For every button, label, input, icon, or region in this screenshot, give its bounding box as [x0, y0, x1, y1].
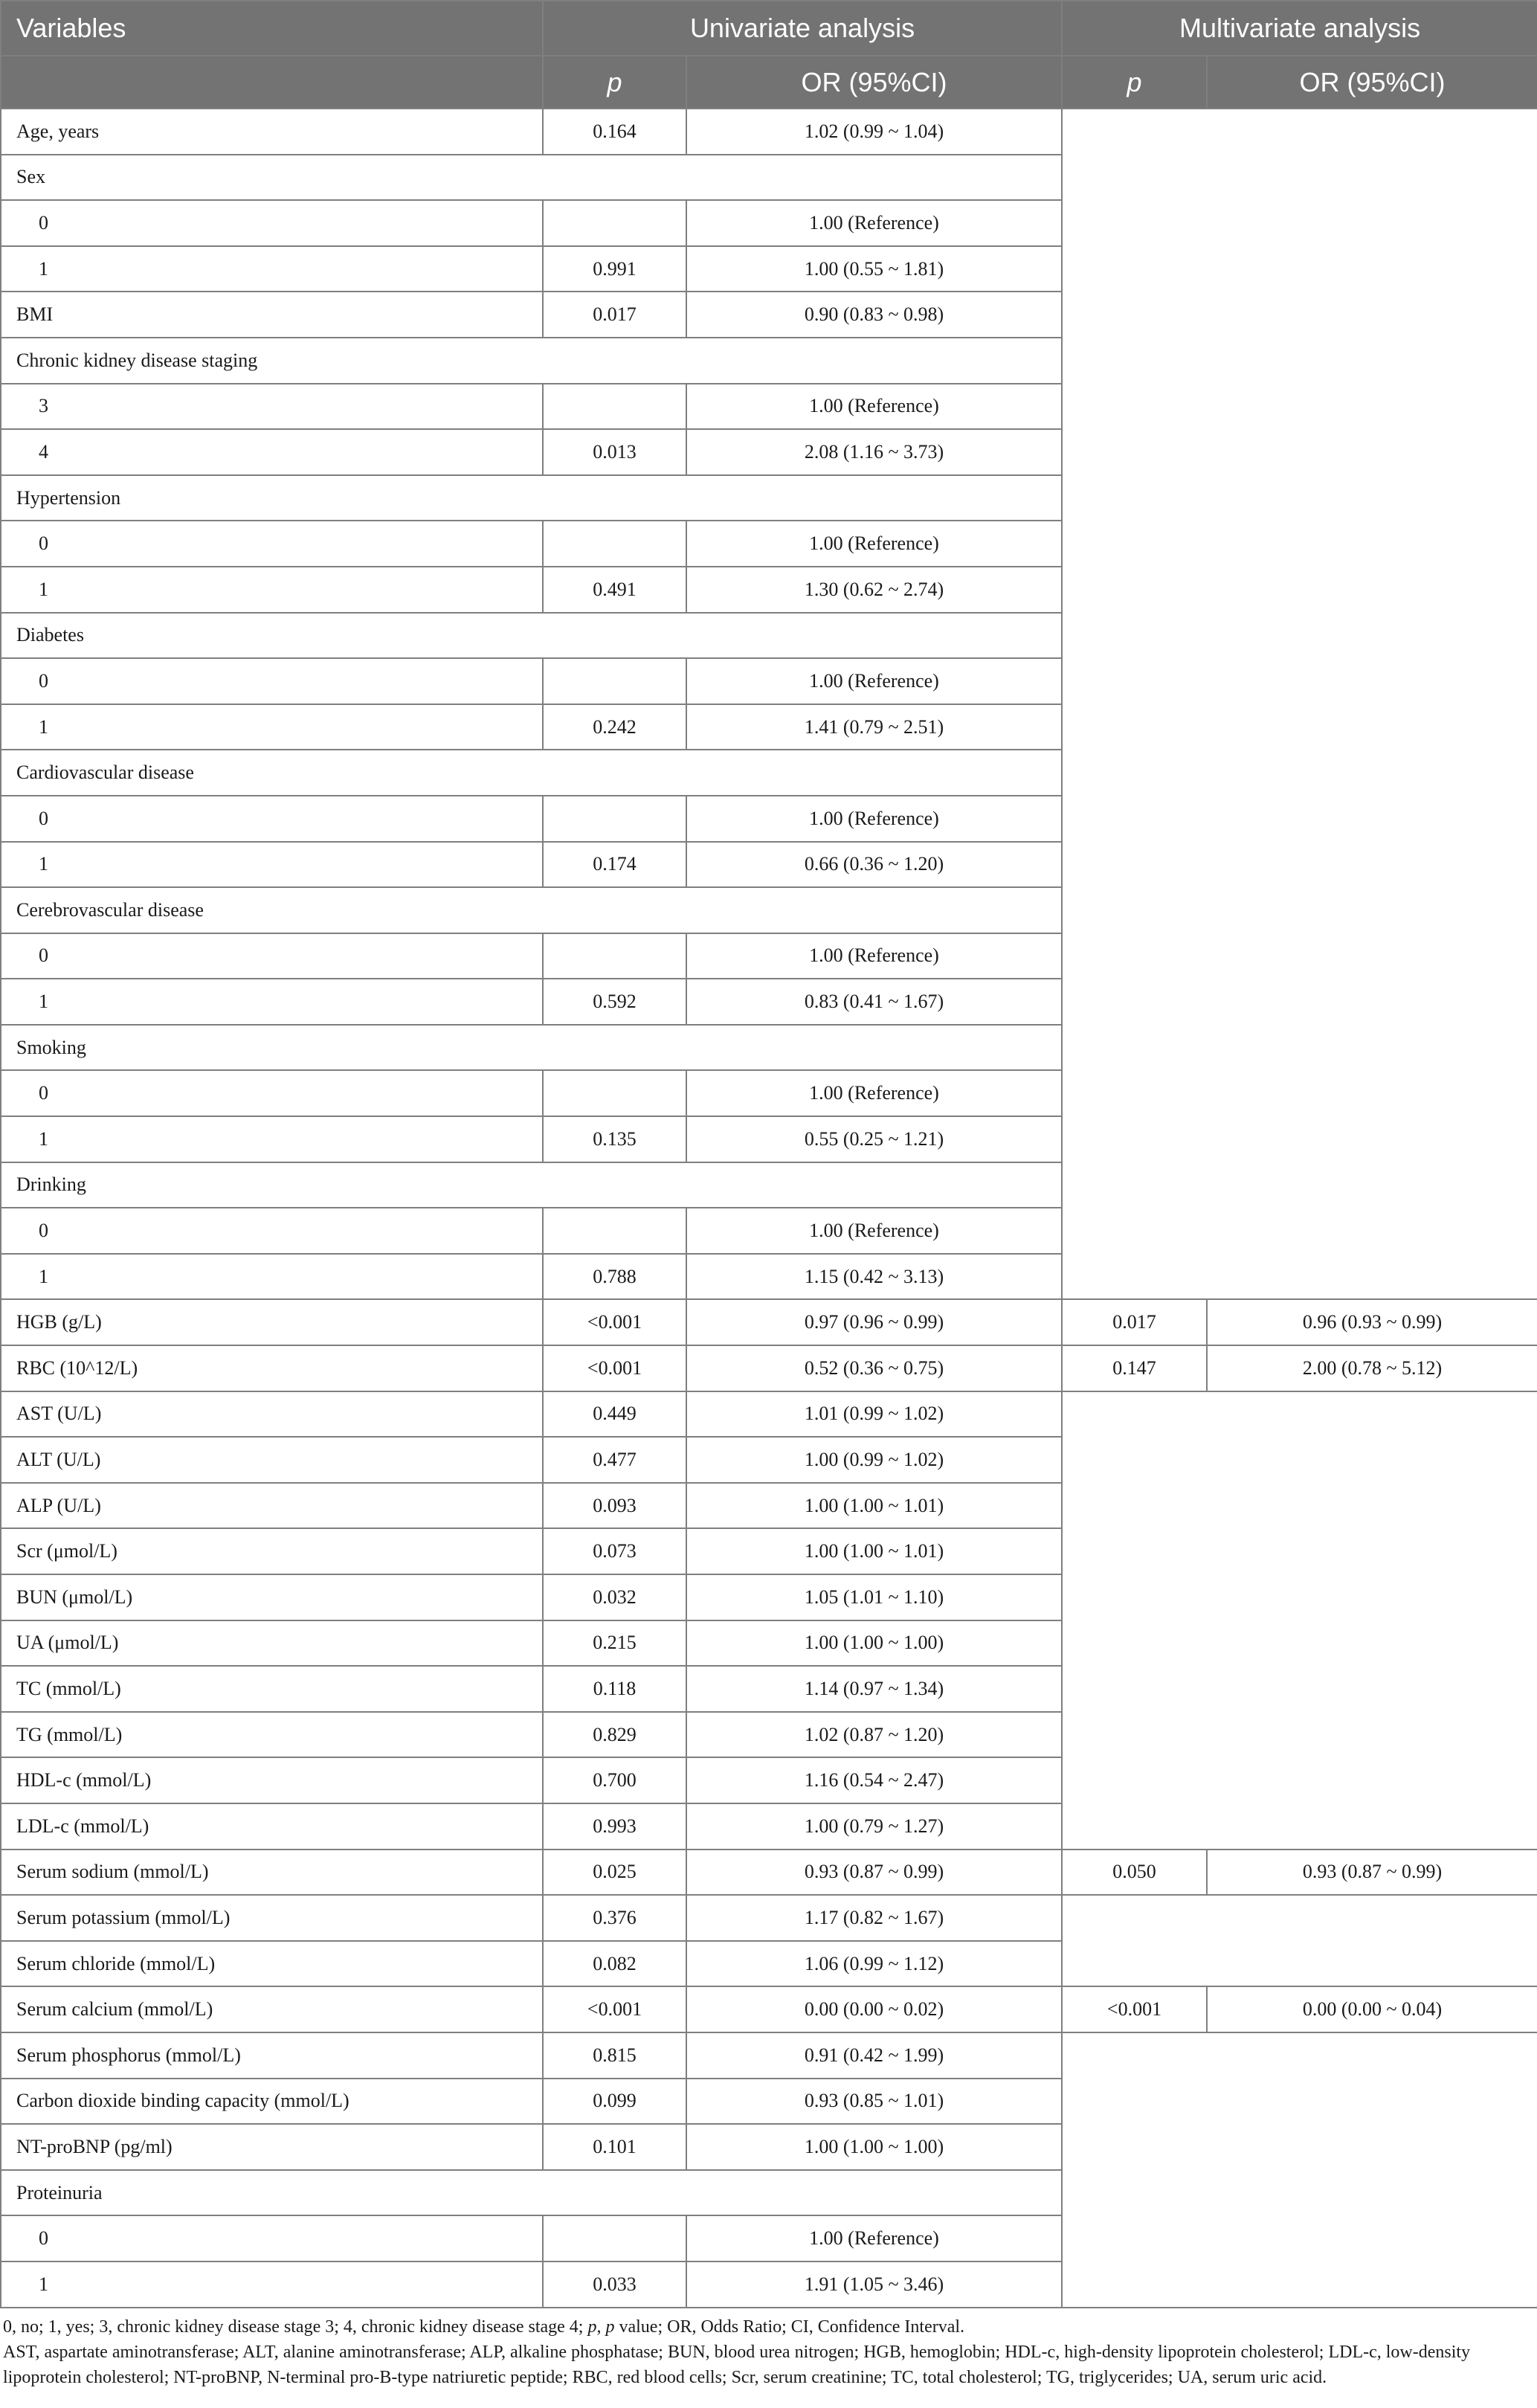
empty-multivariate-cell	[1062, 1528, 1537, 1574]
univariate-or-cell: 1.02 (0.87 ~ 1.20)	[686, 1712, 1062, 1758]
empty-multivariate-cell	[1062, 2124, 1537, 2170]
univariate-p-cell: 0.135	[543, 1116, 686, 1162]
multivariate-or-cell: 0.00 (0.00 ~ 0.04)	[1207, 1986, 1537, 2032]
univariate-p-cell	[543, 2215, 686, 2261]
univariate-or-cell: 0.91 (0.42 ~ 1.99)	[686, 2032, 1062, 2079]
empty-multivariate-cell	[1062, 2170, 1537, 2216]
table-row	[1, 384, 1537, 430]
variable-label: Serum potassium (mmol/L)	[1, 1895, 543, 1941]
univariate-or-cell: 2.08 (1.16 ~ 3.73)	[686, 429, 1062, 475]
table-row	[1, 2032, 1537, 2079]
variable-label: 3	[1, 384, 543, 430]
univariate-or-cell: 1.16 (0.54 ~ 2.47)	[686, 1757, 1062, 1803]
variable-label: NT-proBNP (pg/ml)	[1, 2124, 543, 2170]
table-group-row	[1, 750, 1537, 796]
univariate-or-cell: 1.00 (1.00 ~ 1.00)	[686, 1620, 1062, 1667]
table-row	[1, 704, 1537, 750]
variable-label: 0	[1, 796, 543, 842]
footnote-italic-p: p	[605, 2317, 615, 2337]
table-group-row	[1, 1162, 1537, 1208]
table-row	[1, 1483, 1537, 1529]
univariate-p-cell: 0.033	[543, 2261, 686, 2308]
table-row	[1, 658, 1537, 704]
empty-multivariate-cell	[1062, 1757, 1537, 1803]
empty-multivariate-cell	[1062, 246, 1537, 292]
variable-label: ALT (U/L)	[1, 1437, 543, 1483]
header-univariate: Univariate analysis	[543, 1, 1062, 56]
group-label: Drinking	[1, 1162, 1062, 1208]
univariate-p-cell: <0.001	[543, 1986, 686, 2032]
univariate-p-cell: 0.082	[543, 1941, 686, 1987]
table-row	[1, 1299, 1537, 1345]
group-label: Chronic kidney disease staging	[1, 338, 1062, 384]
empty-multivariate-cell	[1062, 1070, 1537, 1116]
univariate-p-cell: 0.017	[543, 292, 686, 338]
empty-multivariate-cell	[1062, 979, 1537, 1025]
variable-label: 1	[1, 2261, 543, 2308]
univariate-p-cell: 0.477	[543, 1437, 686, 1483]
univariate-or-cell: 0.93 (0.85 ~ 1.01)	[686, 2079, 1062, 2125]
empty-multivariate-cell	[1062, 796, 1537, 842]
empty-multivariate-cell	[1062, 1666, 1537, 1712]
table-row	[1, 1391, 1537, 1438]
univariate-or-cell: 1.91 (1.05 ~ 3.46)	[686, 2261, 1062, 2308]
variable-label: TC (mmol/L)	[1, 1666, 543, 1712]
univariate-p-cell: 0.118	[543, 1666, 686, 1712]
empty-multivariate-cell	[1062, 1712, 1537, 1758]
univariate-p-cell: 0.073	[543, 1528, 686, 1574]
empty-multivariate-cell	[1062, 109, 1537, 155]
variable-label: TG (mmol/L)	[1, 1712, 543, 1758]
univariate-p-cell	[543, 200, 686, 246]
univariate-or-cell: 1.00 (Reference)	[686, 1208, 1062, 1254]
table-row	[1, 200, 1537, 246]
univariate-p-cell: 0.700	[543, 1757, 686, 1803]
table-row	[1, 1208, 1537, 1254]
header-blank	[1, 56, 543, 109]
variable-label: RBC (10^12/L)	[1, 1345, 543, 1391]
footnote-text: 0, no; 1, yes; 3, chronic kidney disease stage 3; 4, chronic kidney disease stage 4;	[3, 2317, 588, 2337]
univariate-or-cell: 0.55 (0.25 ~ 1.21)	[686, 1116, 1062, 1162]
empty-multivariate-cell	[1062, 155, 1537, 201]
table-row	[1, 109, 1537, 155]
table-group-row	[1, 475, 1537, 521]
empty-multivariate-cell	[1062, 1941, 1537, 1987]
empty-multivariate-cell	[1062, 2215, 1537, 2261]
univariate-or-cell: 0.93 (0.87 ~ 0.99)	[686, 1850, 1062, 1896]
empty-multivariate-cell	[1062, 1483, 1537, 1529]
univariate-p-cell: 0.815	[543, 2032, 686, 2079]
variable-label: 1	[1, 1254, 543, 1300]
empty-multivariate-cell	[1062, 613, 1537, 659]
univariate-p-cell: 0.242	[543, 704, 686, 750]
empty-multivariate-cell	[1062, 2032, 1537, 2079]
table-row	[1, 2124, 1537, 2170]
univariate-p-cell: 0.829	[543, 1712, 686, 1758]
table-row	[1, 1254, 1537, 1300]
table-row	[1, 1803, 1537, 1850]
univariate-p-cell: 0.491	[543, 567, 686, 613]
univariate-p-cell	[543, 384, 686, 430]
table-row	[1, 933, 1537, 979]
variable-label: 1	[1, 567, 543, 613]
variable-label: 1	[1, 979, 543, 1025]
univariate-p-cell	[543, 658, 686, 704]
table-row	[1, 1850, 1537, 1896]
variable-label: 0	[1, 200, 543, 246]
table-row	[1, 292, 1537, 338]
table-row	[1, 1712, 1537, 1758]
variable-label: UA (μmol/L)	[1, 1620, 543, 1667]
variable-label: Serum calcium (mmol/L)	[1, 1986, 543, 2032]
univariate-or-cell: 1.00 (Reference)	[686, 200, 1062, 246]
table-body	[1, 109, 1537, 2308]
univariate-p-cell: 0.025	[543, 1850, 686, 1896]
univariate-p-cell: 0.032	[543, 1574, 686, 1620]
variable-label: Age, years	[1, 109, 543, 155]
univariate-p-cell: 0.093	[543, 1483, 686, 1529]
empty-multivariate-cell	[1062, 842, 1537, 888]
group-label: Cardiovascular disease	[1, 750, 1062, 796]
variable-label: BUN (μmol/L)	[1, 1574, 543, 1620]
table-footnote	[0, 2314, 1532, 2390]
group-label: Diabetes	[1, 613, 1062, 659]
univariate-or-cell: 1.00 (Reference)	[686, 521, 1062, 567]
multivariate-p-cell: 0.050	[1062, 1850, 1207, 1896]
univariate-or-cell: 1.00 (1.00 ~ 1.01)	[686, 1528, 1062, 1574]
univariate-p-cell: <0.001	[543, 1345, 686, 1391]
header-univariate-or: OR (95%CI)	[686, 56, 1062, 109]
variable-label: Carbon dioxide binding capacity (mmol/L)	[1, 2079, 543, 2125]
univariate-p-cell: 0.174	[543, 842, 686, 888]
univariate-p-cell: 0.215	[543, 1620, 686, 1667]
empty-multivariate-cell	[1062, 292, 1537, 338]
variable-label: 1	[1, 842, 543, 888]
variable-label: 0	[1, 658, 543, 704]
table-row	[1, 2261, 1537, 2308]
empty-multivariate-cell	[1062, 1803, 1537, 1850]
table-group-row	[1, 1025, 1537, 1071]
header-variables: Variables	[1, 1, 543, 56]
variable-label: HDL-c (mmol/L)	[1, 1757, 543, 1803]
univariate-or-cell: 0.66 (0.36 ~ 1.20)	[686, 842, 1062, 888]
multivariate-or-cell: 2.00 (0.78 ~ 5.12)	[1207, 1345, 1537, 1391]
empty-multivariate-cell	[1062, 2079, 1537, 2125]
footnote-line-2: AST, aspartate aminotransferase; ALT, alanine aminotransferase; ALP, alkaline phosphatase; BUN, blood urea nitrogen; HGB, hemoglobin; HDL-c, high-density lipoprotein cholesterol; LDL-c, low-density lipoprotein cholesterol; NT-proBNP, N-terminal pro-B-type natriuretic peptide; RBC, red blood cells; Scr, serum creatinine; TC, total cholesterol; TG, triglycerides; UA, serum uric acid.	[3, 2343, 1471, 2387]
table-row	[1, 2215, 1537, 2261]
empty-multivariate-cell	[1062, 1116, 1537, 1162]
table-row	[1, 979, 1537, 1025]
table-row	[1, 1895, 1537, 1941]
table-group-row	[1, 155, 1537, 201]
table-row	[1, 1757, 1537, 1803]
table-row	[1, 1986, 1537, 2032]
univariate-or-cell: 1.00 (Reference)	[686, 2215, 1062, 2261]
table-group-row	[1, 338, 1537, 384]
univariate-or-cell: 0.83 (0.41 ~ 1.67)	[686, 979, 1062, 1025]
empty-multivariate-cell	[1062, 521, 1537, 567]
empty-multivariate-cell	[1062, 933, 1537, 979]
table-row	[1, 246, 1537, 292]
group-label: Hypertension	[1, 475, 1062, 521]
variable-label: Scr (μmol/L)	[1, 1528, 543, 1574]
univariate-or-cell: 0.00 (0.00 ~ 0.02)	[686, 1986, 1062, 2032]
table-row	[1, 842, 1537, 888]
footnote-text: ,	[596, 2317, 606, 2337]
empty-multivariate-cell	[1062, 1162, 1537, 1208]
table-row	[1, 1666, 1537, 1712]
table-row	[1, 1437, 1537, 1483]
header-univariate-p: p	[543, 56, 686, 109]
empty-multivariate-cell	[1062, 384, 1537, 430]
variable-label: ALP (U/L)	[1, 1483, 543, 1529]
table-row	[1, 1941, 1537, 1987]
univariate-p-cell: 0.101	[543, 2124, 686, 2170]
univariate-or-cell: 0.97 (0.96 ~ 0.99)	[686, 1299, 1062, 1345]
table-row	[1, 1574, 1537, 1620]
univariate-p-cell: 0.991	[543, 246, 686, 292]
univariate-p-cell: 0.099	[543, 2079, 686, 2125]
univariate-or-cell: 0.90 (0.83 ~ 0.98)	[686, 292, 1062, 338]
univariate-p-cell: 0.013	[543, 429, 686, 475]
univariate-p-cell	[543, 933, 686, 979]
variable-label: Serum phosphorus (mmol/L)	[1, 2032, 543, 2079]
table-row	[1, 567, 1537, 613]
group-label: Proteinuria	[1, 2170, 1062, 2216]
table-row	[1, 796, 1537, 842]
univariate-or-cell: 1.00 (0.55 ~ 1.81)	[686, 246, 1062, 292]
variable-label: 0	[1, 2215, 543, 2261]
variable-label: 0	[1, 1208, 543, 1254]
univariate-or-cell: 1.14 (0.97 ~ 1.34)	[686, 1666, 1062, 1712]
variable-label: AST (U/L)	[1, 1391, 543, 1438]
univariate-or-cell: 1.00 (Reference)	[686, 933, 1062, 979]
empty-multivariate-cell	[1062, 658, 1537, 704]
empty-multivariate-cell	[1062, 567, 1537, 613]
table-row	[1, 2079, 1537, 2125]
table-row	[1, 1528, 1537, 1574]
univariate-or-cell: 1.02 (0.99 ~ 1.04)	[686, 109, 1062, 155]
multivariate-or-cell: 0.93 (0.87 ~ 0.99)	[1207, 1850, 1537, 1896]
univariate-or-cell: 1.30 (0.62 ~ 2.74)	[686, 567, 1062, 613]
empty-multivariate-cell	[1062, 1437, 1537, 1483]
table-group-row	[1, 887, 1537, 933]
header-multivariate-or: OR (95%CI)	[1207, 56, 1537, 109]
empty-multivariate-cell	[1062, 750, 1537, 796]
empty-multivariate-cell	[1062, 1620, 1537, 1667]
variable-label: 1	[1, 704, 543, 750]
univariate-or-cell: 1.01 (0.99 ~ 1.02)	[686, 1391, 1062, 1438]
empty-multivariate-cell	[1062, 475, 1537, 521]
table-row	[1, 1070, 1537, 1116]
variable-label: HGB (g/L)	[1, 1299, 543, 1345]
variable-label: 0	[1, 933, 543, 979]
empty-multivariate-cell	[1062, 200, 1537, 246]
univariate-p-cell: <0.001	[543, 1299, 686, 1345]
multivariate-or-cell: 0.96 (0.93 ~ 0.99)	[1207, 1299, 1537, 1345]
multivariate-p-cell: 0.147	[1062, 1345, 1207, 1391]
univariate-or-cell: 0.52 (0.36 ~ 0.75)	[686, 1345, 1062, 1391]
empty-multivariate-cell	[1062, 704, 1537, 750]
table-row	[1, 1116, 1537, 1162]
univariate-p-cell: 0.788	[543, 1254, 686, 1300]
empty-multivariate-cell	[1062, 1208, 1537, 1254]
group-label: Cerebrovascular disease	[1, 887, 1062, 933]
variable-label: Serum sodium (mmol/L)	[1, 1850, 543, 1896]
variable-label: 4	[1, 429, 543, 475]
univariate-p-cell: 0.376	[543, 1895, 686, 1941]
univariate-or-cell: 1.00 (Reference)	[686, 658, 1062, 704]
header-multivariate: Multivariate analysis	[1062, 1, 1537, 56]
univariate-p-cell: 0.449	[543, 1391, 686, 1438]
variable-label: Serum chloride (mmol/L)	[1, 1941, 543, 1987]
header-multivariate-p: p	[1062, 56, 1207, 109]
univariate-p-cell	[543, 1208, 686, 1254]
empty-multivariate-cell	[1062, 1574, 1537, 1620]
univariate-or-cell: 1.00 (0.99 ~ 1.02)	[686, 1437, 1062, 1483]
univariate-or-cell: 1.00 (1.00 ~ 1.01)	[686, 1483, 1062, 1529]
empty-multivariate-cell	[1062, 2261, 1537, 2308]
univariate-p-cell: 0.592	[543, 979, 686, 1025]
univariate-or-cell: 1.41 (0.79 ~ 2.51)	[686, 704, 1062, 750]
univariate-or-cell: 1.00 (Reference)	[686, 1070, 1062, 1116]
footnote-italic-p: p	[587, 2317, 597, 2337]
table-group-row	[1, 613, 1537, 659]
univariate-p-cell: 0.164	[543, 109, 686, 155]
empty-multivariate-cell	[1062, 1895, 1537, 1941]
footnote-text: value; OR, Odds Ratio; CI, Confidence Interval.	[614, 2317, 965, 2337]
variable-label: 0	[1, 521, 543, 567]
variable-label: 0	[1, 1070, 543, 1116]
multivariate-p-cell: 0.017	[1062, 1299, 1207, 1345]
table-row	[1, 429, 1537, 475]
empty-multivariate-cell	[1062, 338, 1537, 384]
table-row	[1, 521, 1537, 567]
group-label: Smoking	[1, 1025, 1062, 1071]
variable-label: 1	[1, 1116, 543, 1162]
univariate-p-cell: 0.993	[543, 1803, 686, 1850]
empty-multivariate-cell	[1062, 429, 1537, 475]
empty-multivariate-cell	[1062, 887, 1537, 933]
univariate-or-cell: 1.17 (0.82 ~ 1.67)	[686, 1895, 1062, 1941]
univariate-p-cell	[543, 521, 686, 567]
empty-multivariate-cell	[1062, 1254, 1537, 1300]
univariate-p-cell	[543, 1070, 686, 1116]
univariate-or-cell: 1.00 (1.00 ~ 1.00)	[686, 2124, 1062, 2170]
univariate-or-cell: 1.00 (Reference)	[686, 384, 1062, 430]
univariate-or-cell: 1.05 (1.01 ~ 1.10)	[686, 1574, 1062, 1620]
variable-label: 1	[1, 246, 543, 292]
empty-multivariate-cell	[1062, 1391, 1537, 1438]
univariate-or-cell: 1.15 (0.42 ~ 3.13)	[686, 1254, 1062, 1300]
univariate-or-cell: 1.00 (0.79 ~ 1.27)	[686, 1803, 1062, 1850]
table-row	[1, 1620, 1537, 1667]
footnote-line-1	[0, 2314, 1532, 2340]
table-group-row	[1, 2170, 1537, 2216]
variable-label: BMI	[1, 292, 543, 338]
univariate-or-cell: 1.00 (Reference)	[686, 796, 1062, 842]
univariate-p-cell	[543, 796, 686, 842]
empty-multivariate-cell	[1062, 1025, 1537, 1071]
table-row	[1, 1345, 1537, 1391]
multivariate-p-cell: <0.001	[1062, 1986, 1207, 2032]
group-label: Sex	[1, 155, 1062, 201]
univariate-or-cell: 1.06 (0.99 ~ 1.12)	[686, 1941, 1062, 1987]
variable-label: LDL-c (mmol/L)	[1, 1803, 543, 1850]
